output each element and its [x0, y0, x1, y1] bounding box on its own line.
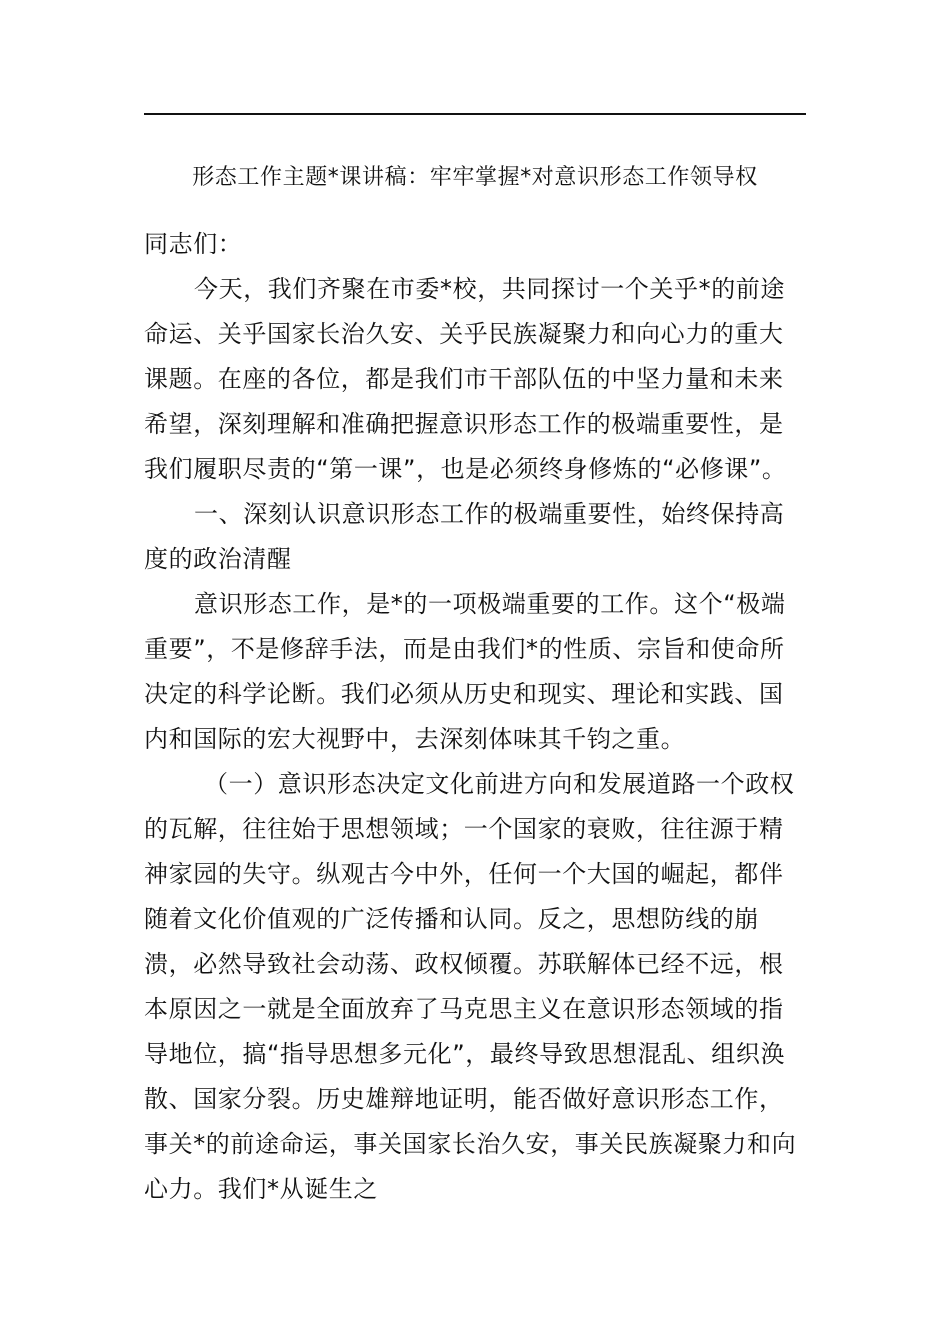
document-body: [144, 222, 806, 1212]
paragraph-intro: 今天，我们齐聚在市委*校，共同探讨一个关乎*的前途命运、关乎国家长治久安、关乎民族凝聚力和向心力的重大课题。在座的各位，都是我们市干部队伍的中坚力量和未来希望，深刻理解和准确把握意识形态工作的极端重要性，是我们履职尽责的“第一课”，也是必须终身修炼的“必修课”。: [144, 275, 787, 483]
paragraph-section-1: 意识形态工作，是*的一项极端重要的工作。这个“极端重要”，不是修辞手法，而是由我们*的性质、宗旨和使命所决定的科学论断。我们必须从历史和现实、理论和实践、国内和国际的宏大视野中，去深刻体味其千钧之重。: [144, 590, 786, 753]
salutation: 同志们：: [144, 230, 243, 258]
document-title: 形态工作主题*课讲稿：牢牢掌握*对意识形态工作领导权: [192, 165, 758, 190]
section-heading-1: 一、深刻认识意识形态工作的极端重要性，始终保持高度的政治清醒: [144, 500, 785, 573]
header-rule: [144, 113, 806, 115]
subsection-1-paragraph: （一）意识形态决定文化前进方向和发展道路一个政权的瓦解，往往始于思想领域；一个国家的衰败，往往源于精神家园的失守。纵观古今中外，任何一个大国的崛起，都伴随着文化价值观的广泛传播和认同。反之，思想防线的崩溃，必然导致社会动荡、政权倾覆。苏联解体已经不远，根本原因之一就是全面放弃了马克思主义在意识形态领域的指导地位，搞“指导思想多元化”，最终导致思想混乱、组织涣散、国家分裂。历史雄辩地证明，能否做好意识形态工作，事关*的前途命运，事关国家长治久安，事关民族凝聚力和向心力。我们*从诞生之: [144, 770, 797, 1203]
